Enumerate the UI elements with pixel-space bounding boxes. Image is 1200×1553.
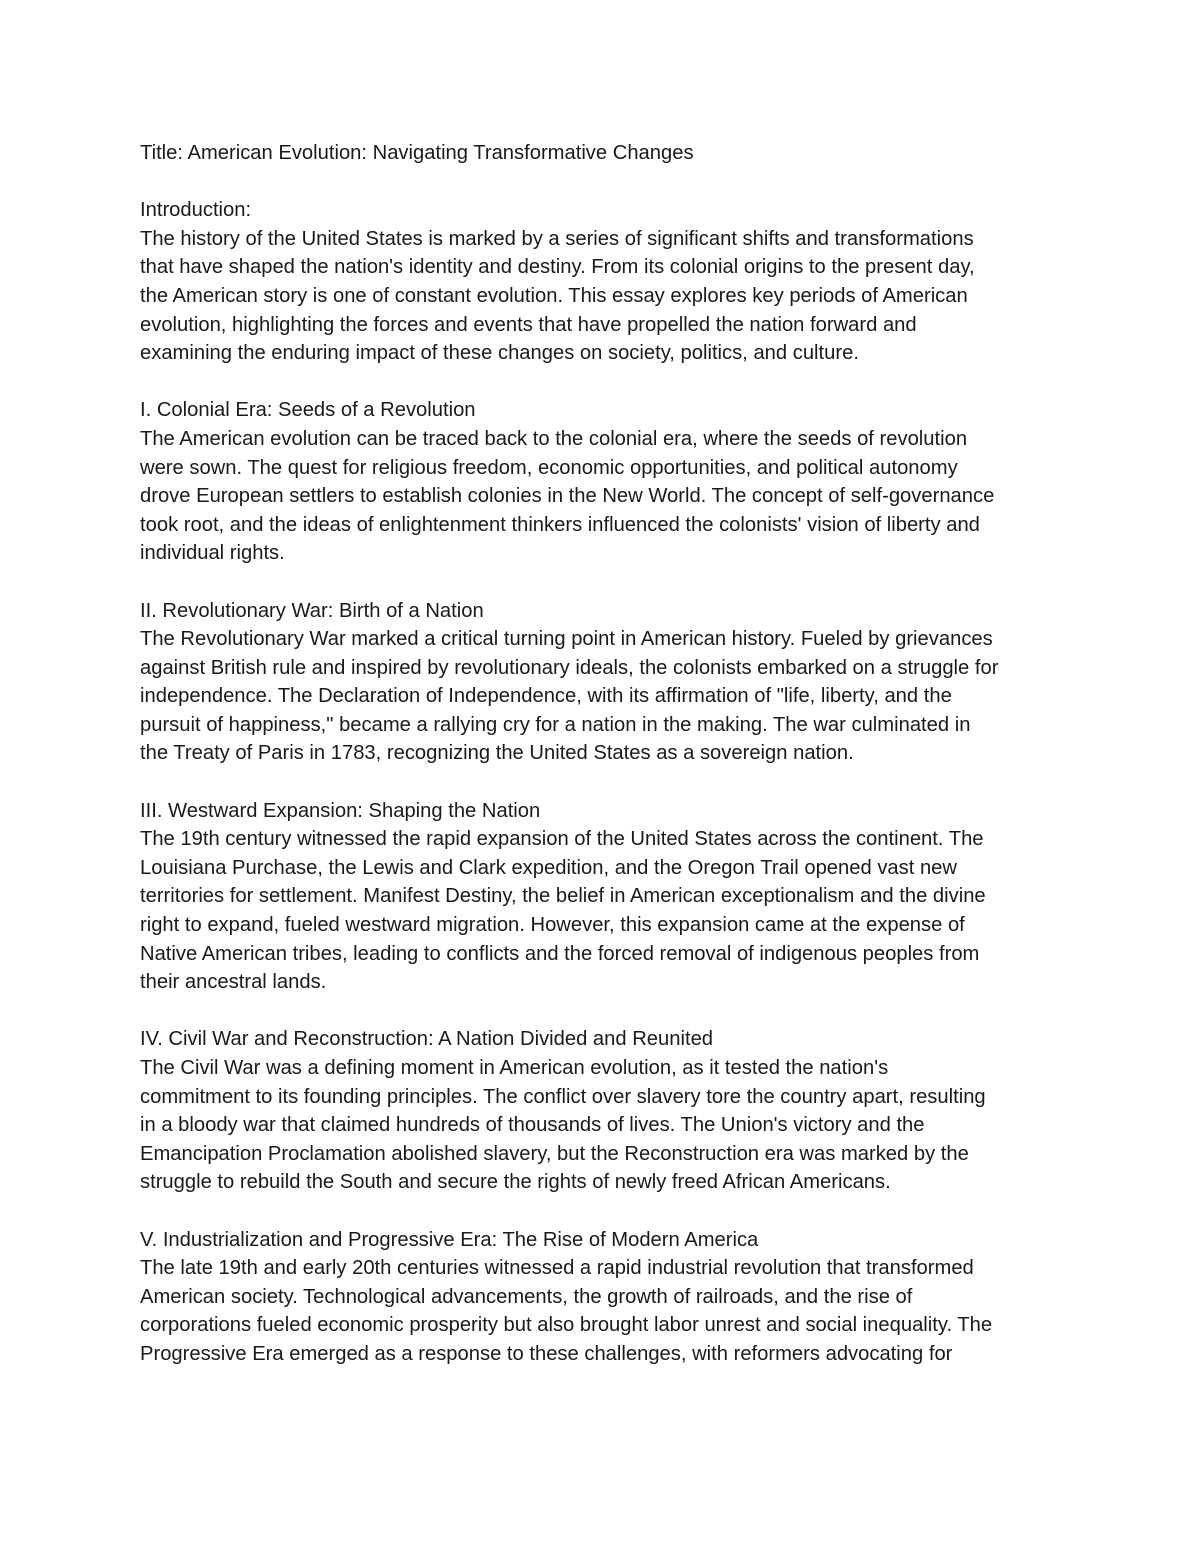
section-line: The Revolutionary War marked a critical turning point in American history. Fueled by grievances — [140, 628, 993, 651]
section-line: drove European settlers to establish colonies in the New World. The concept of self-governance — [140, 485, 995, 508]
section-line: right to expand, fueled westward migration. However, this expansion came at the expense of — [140, 914, 965, 937]
section-line: struggle to rebuild the South and secure the rights of newly freed African Americans. — [140, 1171, 891, 1194]
section-line: Emancipation Proclamation abolished slavery, but the Reconstruction era was marked by the — [140, 1142, 969, 1165]
section-line: took root, and the ideas of enlightenment thinkers influenced the colonists' vision of liberty and — [140, 513, 980, 536]
paragraph-gap — [140, 997, 1080, 1026]
section-line: American society. Technological advancements, the growth of railroads, and the rise of — [140, 1285, 913, 1308]
section-line: Louisiana Purchase, the Lewis and Clark expedition, and the Oregon Trail opened vast new — [140, 856, 957, 879]
paragraph-gap — [140, 368, 1080, 397]
paragraph-gap — [140, 1197, 1080, 1226]
introduction-heading: Introduction: — [140, 199, 252, 222]
section-line: were sown. The quest for religious freedom, economic opportunities, and political autonomy — [140, 456, 958, 479]
section-heading: I. Colonial Era: Seeds of a Revolution — [140, 399, 476, 422]
section-heading: III. Westward Expansion: Shaping the Nation — [140, 799, 541, 822]
section-line: in a bloody war that claimed hundreds of thousands of lives. The Union's victory and the — [140, 1114, 925, 1137]
paragraph-gap — [140, 568, 1080, 597]
introduction-line: the American story is one of constant evolution. This essay explores key periods of American — [140, 284, 968, 307]
section-line: their ancestral lands. — [140, 971, 327, 994]
introduction-line: The history of the United States is marked by a series of significant shifts and transformations — [140, 227, 974, 250]
section-line: territories for settlement. Manifest Destiny, the belief in American exceptionalism and the divine — [140, 885, 986, 908]
section-line: corporations fueled economic prosperity but also brought labor unrest and social inequality. The — [140, 1314, 993, 1337]
section-line: commitment to its founding principles. The conflict over slavery tore the country apart, resulting — [140, 1085, 986, 1108]
section-heading: V. Industrialization and Progressive Era: The Rise of Modern America — [140, 1228, 759, 1251]
introduction-line: examining the enduring impact of these changes on society, politics, and culture. — [140, 342, 859, 365]
section-line: Progressive Era emerged as a response to these challenges, with reformers advocating for — [140, 1342, 953, 1365]
section-line: The 19th century witnessed the rapid expansion of the United States across the continent. The — [140, 828, 984, 851]
section-line: The Civil War was a defining moment in American evolution, as it tested the nation's — [140, 1057, 889, 1079]
section-line: The American evolution can be traced back to the colonial era, where the seeds of revolution — [140, 427, 968, 450]
section-line: individual rights. — [140, 542, 285, 565]
document-body — [140, 139, 1080, 1369]
section-line: pursuit of happiness," became a rallying cry for a nation in the making. The war culminated in — [140, 713, 971, 736]
section-line: the Treaty of Paris in 1783, recognizing the United States as a sovereign nation. — [140, 742, 854, 765]
section-line: The late 19th and early 20th centuries witnessed a rapid industrial revolution that transformed — [140, 1257, 974, 1280]
section-line: against British rule and inspired by revolutionary ideals, the colonists embarked on a struggle for — [140, 656, 999, 679]
paragraph-gap — [140, 168, 1080, 197]
introduction-line: evolution, highlighting the forces and events that have propelled the nation forward and — [140, 313, 917, 336]
document-title: Title: American Evolution: Navigating Transformative Changes — [140, 142, 694, 164]
section-line: independence. The Declaration of Independence, with its affirmation of "life, liberty, and the — [140, 685, 952, 708]
introduction-line: that have shaped the nation's identity and destiny. From its colonial origins to the present day, — [140, 256, 975, 279]
section-line: Native American tribes, leading to conflicts and the forced removal of indigenous peoples from — [140, 942, 980, 965]
paragraph-gap — [140, 768, 1080, 797]
section-heading: IV. Civil War and Reconstruction: A Nation Divided and Reunited — [140, 1028, 714, 1051]
section-heading: II. Revolutionary War: Birth of a Nation — [140, 599, 484, 622]
